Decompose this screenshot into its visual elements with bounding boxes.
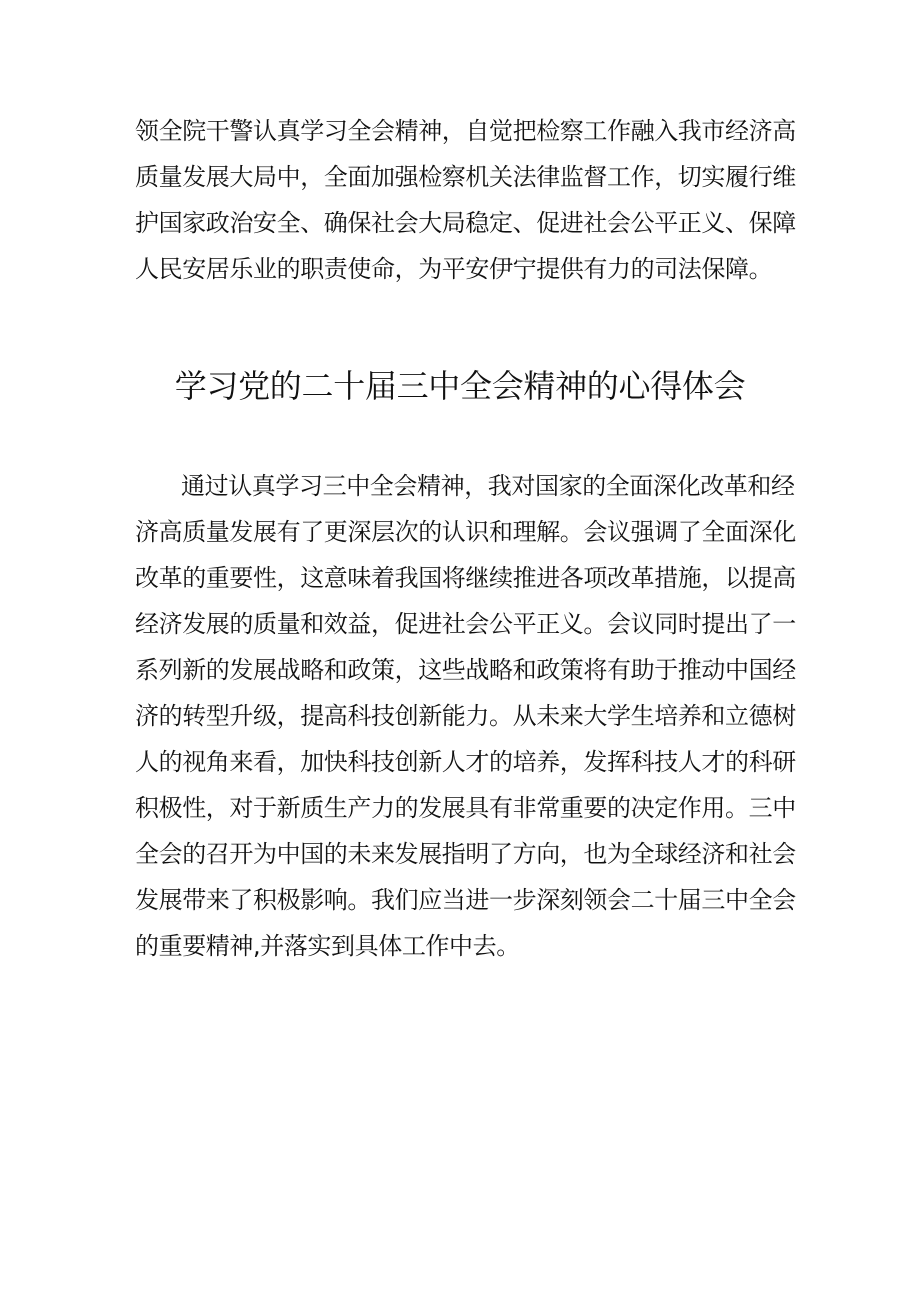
paragraph-line: 的重要精神,并落实到具体工作中去。	[135, 932, 520, 960]
paragraph-line: 积极性，对于新质生产力的发展具有非常重要的决定作用。三中	[135, 794, 796, 822]
paragraph-line: 领全院干警认真学习全会精神，自觉把检察工作融入我市经济高	[135, 117, 796, 145]
paragraph-line: 改革的重要性，这意味着我国将继续推进各项改革措施，以提高	[135, 564, 796, 592]
paragraph-line: 护国家政治安全、确保社会大局稳定、促进社会公平正义、保障	[135, 209, 796, 237]
paragraph-line: 质量发展大局中，全面加强检察机关法律监督工作，切实履行维	[135, 163, 796, 191]
paragraph-line: 经济发展的质量和效益，促进社会公平正义。会议同时提出了一	[135, 610, 796, 638]
body-paragraph	[135, 463, 796, 969]
paragraph-line: 通过认真学习三中全会精神，我对国家的全面深化改革和经	[181, 472, 795, 500]
paragraph-line: 济高质量发展有了更深层次的认识和理解。会议强调了全面深化	[135, 518, 796, 546]
paragraph-line: 系列新的发展战略和政策，这些战略和政策将有助于推动中国经	[135, 656, 796, 684]
intro-paragraph	[135, 108, 796, 292]
paragraph-line: 人的视角来看，加快科技创新人才的培养，发挥科技人才的科研	[135, 748, 796, 776]
article-title: 学习党的二十届三中全会精神的心得体会	[174, 367, 746, 405]
paragraph-line: 全会的召开为中国的未来发展指明了方向，也为全球经济和社会	[135, 840, 796, 868]
paragraph-line: 发展带来了积极影响。我们应当进一步深刻领会二十届三中全会	[135, 886, 796, 914]
paragraph-line: 人民安居乐业的职责使命，为平安伊宁提供有力的司法保障。	[135, 255, 773, 283]
paragraph-line: 济的转型升级，提高科技创新能力。从未来大学生培养和立德树	[135, 702, 796, 730]
